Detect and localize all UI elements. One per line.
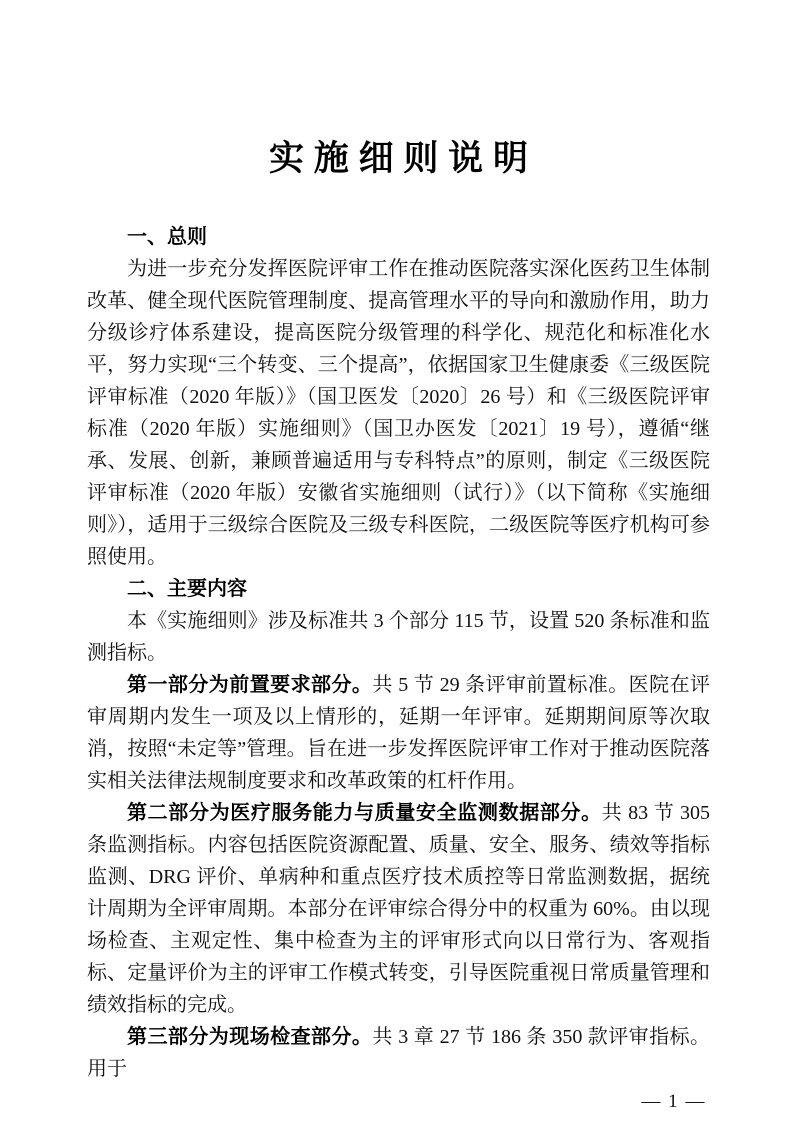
- section-heading: 二、主要内容: [127, 578, 247, 601]
- paragraph: [87, 253, 710, 573]
- section-heading: 一、总则: [127, 226, 207, 249]
- paragraph-bold-lead: 第二部分为医疗服务能力与质量安全监测数据部分。: [127, 802, 602, 825]
- paragraph-text: 本《实施细则》涉及标准共 3 个部分 115 节，设置 520 条标准和监测指标。: [87, 610, 710, 665]
- paragraph: [87, 1021, 710, 1085]
- paragraph: [87, 605, 710, 669]
- paragraph: [87, 669, 710, 797]
- paragraph-bold-lead: 第三部分为现场检查部分。: [127, 1026, 373, 1049]
- paragraph-bold-lead: 第一部分为前置要求部分。: [127, 674, 373, 697]
- paragraph-text: 共 3 章 27 节 186 条 350 款评审指标。用于: [87, 1026, 711, 1081]
- paragraph-text: 共 5 节 29 条评审前置标准。医院在评审周期内发生一项及以上情形的，延期一年评审。延期期间原等次取消，按照“未定等”管理。旨在进一步发挥医院评审工作对于推动医院落实相关法律法规制度要求和改革政策的杠杆作用。: [87, 674, 711, 793]
- document-title: 实施细则说明: [268, 139, 538, 178]
- document-body: [87, 221, 710, 1085]
- paragraph: [87, 797, 710, 1021]
- paragraph-text: 共 83 节 305 条监测指标。内容包括医院资源配置、质量、安全、服务、绩效等指标监测、DRG 评价、单病种和重点医疗技术质控等日常监测数据，据统计周期为全评审周期。本部分在评审综合得分中的权重为 60%。由以现场检查、主观定性、集中检查为主的评审形式向以日常行为、客观指标、定量评价为主的评审工作模式转变，引导医院重视日常质量管理和绩效指标的完成。: [87, 802, 711, 1017]
- paragraph-text: 为进一步充分发挥医院评审工作在推动医院落实深化医药卫生体制改革、健全现代医院管理制度、提高管理水平的导向和激励作用，助力分级诊疗体系建设，提高医院分级管理的科学化、规范化和标准化水平，努力实现“三个转变、三个提高”，依据国家卫生健康委《三级医院评审标准（2020 年版）》（国卫医发〔2020〕26 号）和《三级医院评审标准（2020 年版）实施细则》（国卫办医发〔2021〕19 号），遵循“继承、发展、创新，兼顾普遍适用与专科特点”的原则，制定《三级医院评审标准（2020 年版）安徽省实施细则（试行）》（以下简称《实施细则》），适用于三级综合医院及三级专科医院，二级医院等医疗机构可参照使用。: [87, 258, 710, 569]
- page-number: — 1 —: [641, 1091, 706, 1113]
